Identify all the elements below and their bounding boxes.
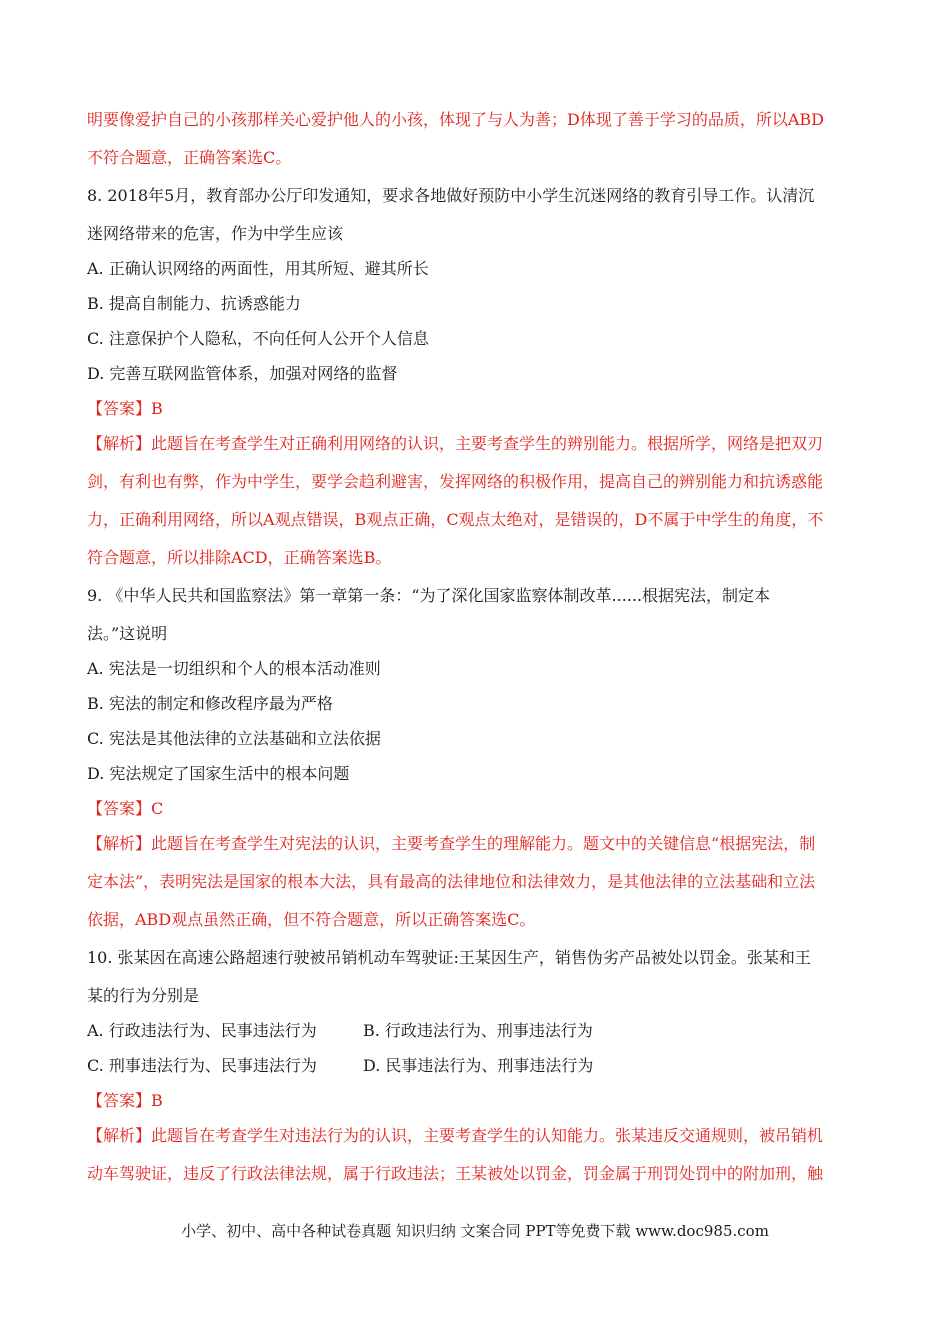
q9-analysis-text-1: 此题旨在考查学生对宪法的认识，主要考查学生的理解能力。题文中的关键信息“根据宪法，制 [151, 834, 816, 853]
q8-answer-label: 【答案】 [87, 399, 152, 418]
q8-option-c: C. 注意保护个人隐私，不向任何人公开个人信息 [87, 329, 429, 348]
q10-option-b: B. 行政违法行为、刑事违法行为 [363, 1021, 593, 1040]
q10-option-c: C. 刑事违法行为、民事违法行为 [87, 1056, 317, 1075]
q10-analysis-text-1: 此题旨在考查学生对违法行为的认识，主要考查学生的认知能力。张某违反交通规则，被吊销机 [151, 1126, 824, 1145]
q8-option-a: A. 正确认识网络的两面性，用其所短、避其所长 [87, 259, 429, 278]
q8-analysis-line-2: 剑，有利也有弊，作为中学生，要学会趋利避害，发挥网络的积极作用，提高自己的辨别能力和抗诱惑能 [87, 472, 824, 491]
q8-analysis-text-1: 此题旨在考查学生对正确利用网络的认识，主要考查学生的辨别能力。根据所学，网络是把双刃 [151, 434, 824, 453]
q10-answer-value: B [151, 1091, 163, 1110]
q9-analysis-label: 【解析】 [87, 834, 152, 853]
question-10 [87, 948, 867, 1184]
q9-option-d: D. 宪法规定了国家生活中的根本问题 [87, 764, 350, 783]
q10-option-d: D. 民事违法行为、刑事违法行为 [363, 1056, 594, 1075]
q9-analysis-line-2: 定本法”，表明宪法是国家的根本大法，具有最高的法律地位和法律效力，是其他法律的立法基础和立法 [87, 872, 816, 891]
q9-analysis-line-1 [87, 834, 867, 854]
q9-option-b: B. 宪法的制定和修改程序最为严格 [87, 694, 333, 713]
q10-stem-line-1: 10. 张某因在高速公路超速行驶被吊销机动车驾驶证:王某因生产，销售伪劣产品被处以罚金。张某和王 [87, 948, 811, 967]
q8-analysis-line-1 [87, 434, 867, 454]
q10-options-row-1 [87, 1021, 867, 1041]
q8-stem-line-1: 8. 2018年5月，教育部办公厅印发通知，要求各地做好预防中小学生沉迷网络的教育引导工作。认清沉 [87, 186, 815, 205]
q8-option-d: D. 完善互联网监管体系，加强对网络的监督 [87, 364, 398, 383]
q8-analysis-line-3: 力，正确利用网络，所以A观点错误，B观点正确，C观点太绝对，是错误的，D不属于中学生的角度，不 [87, 510, 824, 529]
page-footer: 小学、初中、高中各种试卷真题 知识归纳 文案合同 PPT等免费下载 www.doc985.com [181, 1222, 769, 1240]
q8-answer-value: B [151, 399, 163, 418]
q9-analysis-line-3: 依据，ABD观点虽然正确，但不符合题意，所以正确答案选C。 [87, 910, 536, 929]
q9-answer-label: 【答案】 [87, 799, 152, 818]
q10-analysis-line-1 [87, 1126, 867, 1146]
q9-answer [87, 799, 867, 819]
q9-answer-value: C [151, 799, 164, 818]
q8-analysis-line-4: 符合题意，所以排除ACD，正确答案选B。 [87, 548, 392, 567]
q9-stem-line-2: 法。”这说明 [87, 624, 168, 643]
question-9 [87, 586, 867, 930]
q8-analysis-label: 【解析】 [87, 434, 152, 453]
q8-option-b: B. 提高自制能力、抗诱惑能力 [87, 294, 301, 313]
q10-answer-label: 【答案】 [87, 1091, 152, 1110]
document-page [87, 110, 867, 1202]
q8-answer [87, 399, 867, 419]
intro-line-1: 明要像爱护自己的小孩那样关心爱护他人的小孩，体现了与人为善；D体现了善于学习的品质，所以ABD [87, 110, 824, 129]
q8-stem-line-2: 迷网络带来的危害，作为中学生应该 [87, 224, 344, 243]
question-8 [87, 186, 867, 568]
q10-analysis-line-2: 动车驾驶证，违反了行政法律法规，属于行政违法；王某被处以罚金，罚金属于刑罚处罚中的附加刑，触 [87, 1164, 824, 1183]
q10-analysis-label: 【解析】 [87, 1126, 152, 1145]
intro-line-2: 不符合题意，正确答案选C。 [87, 148, 292, 167]
q10-answer [87, 1091, 867, 1111]
q9-option-c: C. 宪法是其他法律的立法基础和立法依据 [87, 729, 381, 748]
q10-options-row-2 [87, 1056, 867, 1076]
q10-stem-line-2: 某的行为分别是 [87, 986, 200, 1005]
q10-option-a: A. 行政违法行为、民事违法行为 [87, 1021, 317, 1040]
q9-option-a: A. 宪法是一切组织和个人的根本活动准则 [87, 659, 381, 678]
q9-stem-line-1: 9. 《中华人民共和国监察法》第一章第一条：“为了深化国家监察体制改革......根据宪法，制定本 [87, 586, 771, 605]
